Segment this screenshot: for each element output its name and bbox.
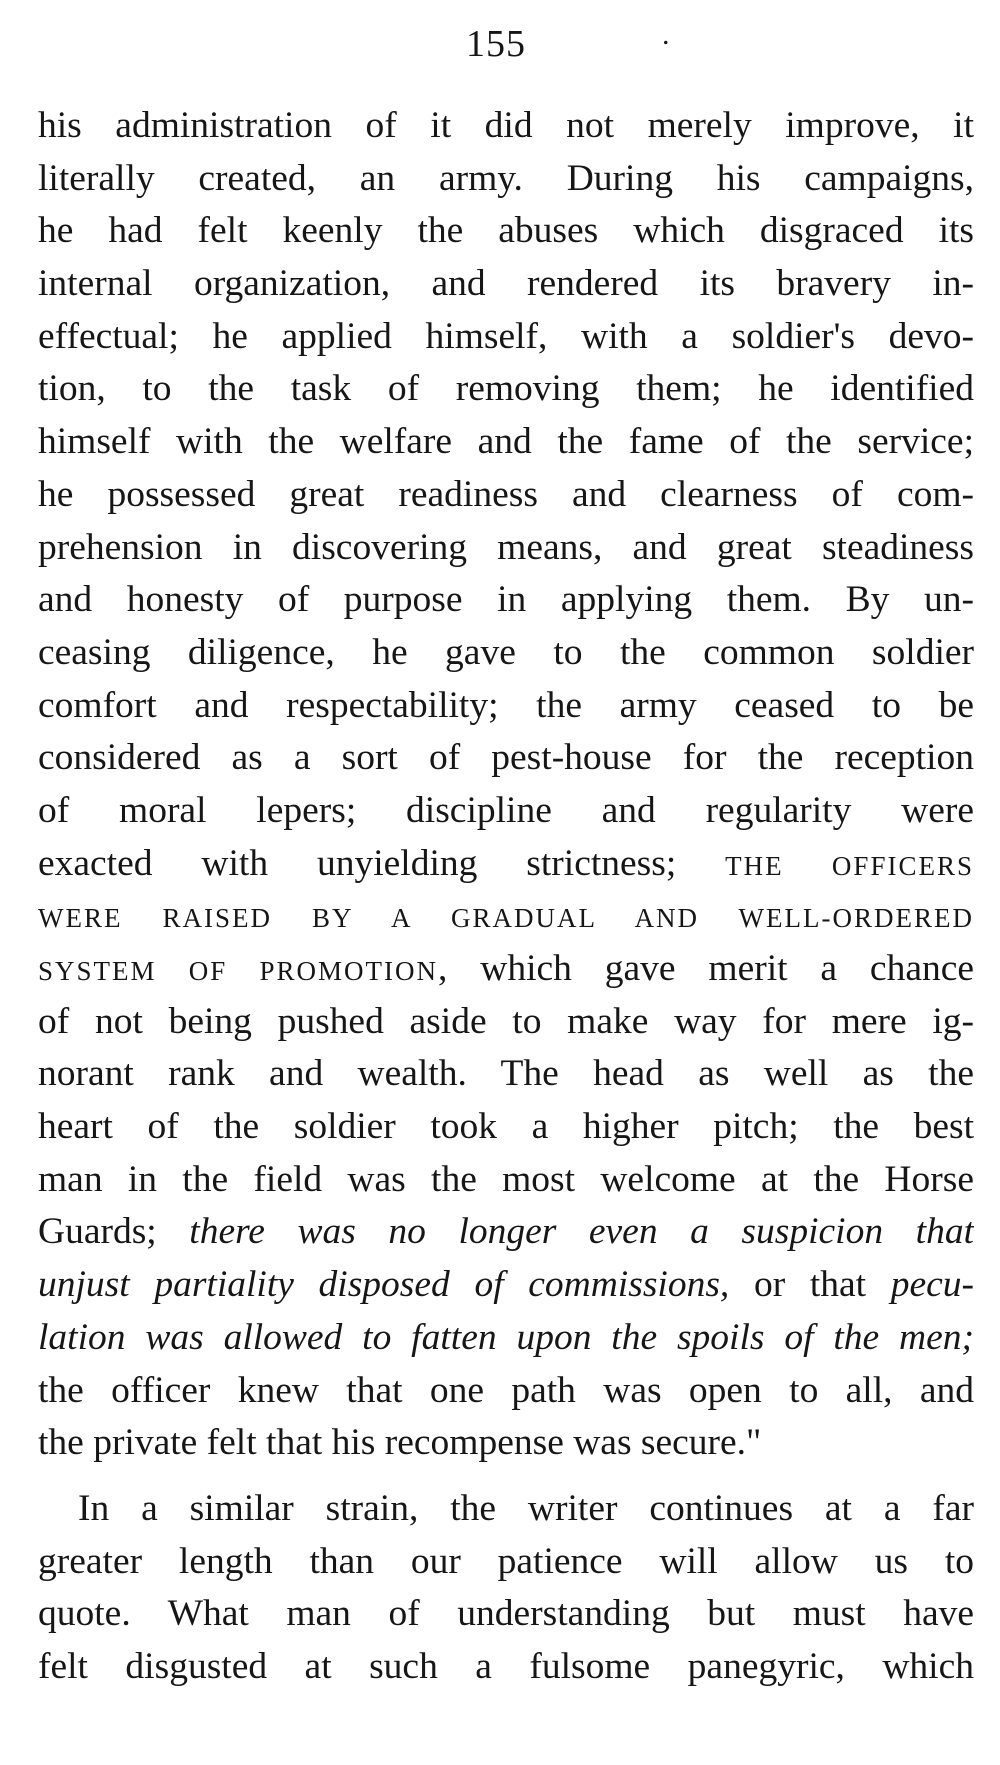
text-line [38,1259,974,1312]
text-segment: felt disgusted at such a fulsome panegyric, which [38,1646,974,1688]
text-segment: effectual; he applied himself, with a soldier's devo- [38,315,974,357]
text-line [38,469,974,522]
text-segment: internal organization, and rendered its bravery in- [38,263,974,305]
small-caps-text: THE OFFICERS [725,850,974,881]
text-segment: considered as a sort of pest-house for the reception [38,737,974,779]
page-mark: . [662,18,670,51]
text-line [38,785,974,838]
text-line [38,574,974,627]
text-segment: himself with the welfare and the fame of the service; [38,421,974,463]
text-segment: ceasing diligence, he gave to the common soldier [38,631,974,673]
text-line [38,1312,974,1365]
page-number: 155 [466,23,526,65]
text-line [38,1365,974,1418]
text-segment: exacted with unyielding strictness; [38,842,726,884]
text-line [38,1483,974,1536]
text-line [38,1588,974,1641]
text-line [38,838,974,891]
text-line [38,363,974,416]
text-segment: of not being pushed aside to make way for mere ig- [38,1000,974,1042]
text-line [38,890,974,943]
italic-text: unjust partiality disposed of commissions, [38,1264,730,1306]
text-segment: heart of the soldier took a higher pitch; the best [38,1106,974,1148]
text-segment: or that [729,1264,891,1306]
italic-text: there was no longer even a suspicion that [189,1211,974,1253]
text-line [38,1417,974,1470]
text-segment: prehension in discovering means, and great steadiness [38,526,974,568]
text-segment: Guards; [38,1211,190,1253]
text-line [38,1536,974,1589]
text-segment: tion, to the task of removing them; he identified [38,368,974,410]
text-line [38,1101,974,1154]
text-line [38,1154,974,1207]
text-segment: quote. What man of understanding but must have [38,1593,974,1635]
text-segment: and honesty of purpose in applying them. By un- [38,579,974,621]
text-line [38,1206,974,1259]
text-segment: comfort and respectability; the army ceased to be [38,684,974,726]
text-line [38,311,974,364]
text-line [38,680,974,733]
text-segment: , which gave merit a chance [438,948,974,989]
text-line [38,732,974,785]
text-line [38,416,974,469]
small-caps-text: WERE RAISED BY A GRADUAL AND WELL-ORDERED [38,903,974,934]
text-segment: the officer knew that one path was open to all, and [38,1369,974,1411]
text-line [38,996,974,1049]
text-line [38,1048,974,1101]
paragraph-2 [38,1483,974,1694]
text-segment: norant rank and wealth. The head as well as the [38,1053,974,1095]
text-segment: man in the field was the most welcome at the Horse [38,1158,974,1200]
text-line [38,258,974,311]
text-segment: he possessed great readiness and clearness of com- [38,473,974,515]
text-line [38,100,974,153]
italic-text: pecu- [890,1264,974,1306]
text-segment: he had felt keenly the abuses which disgraced its [38,210,974,252]
text-segment: of moral lepers; discipline and regularity were [38,789,974,831]
text-line [38,627,974,680]
text-line [38,205,974,258]
italic-text: lation was allowed to fatten upon the spoils of the men; [38,1316,974,1358]
paragraph-1 [38,100,974,1470]
text-line [38,1641,974,1694]
text-line [38,522,974,575]
text-segment: greater length than our patience will allow us to [38,1540,974,1582]
text-segment: the private felt that his recompense was secure." [38,1422,762,1464]
text-line [38,153,974,206]
text-segment: his administration of it did not merely improve, it [38,105,974,146]
text-line [38,943,974,996]
small-caps-text: SYSTEM OF PROMOTION [38,956,439,986]
text-segment: In a similar strain, the writer continues at a far [78,1488,974,1529]
text-segment: literally created, an army. During his campaigns, [38,157,974,199]
